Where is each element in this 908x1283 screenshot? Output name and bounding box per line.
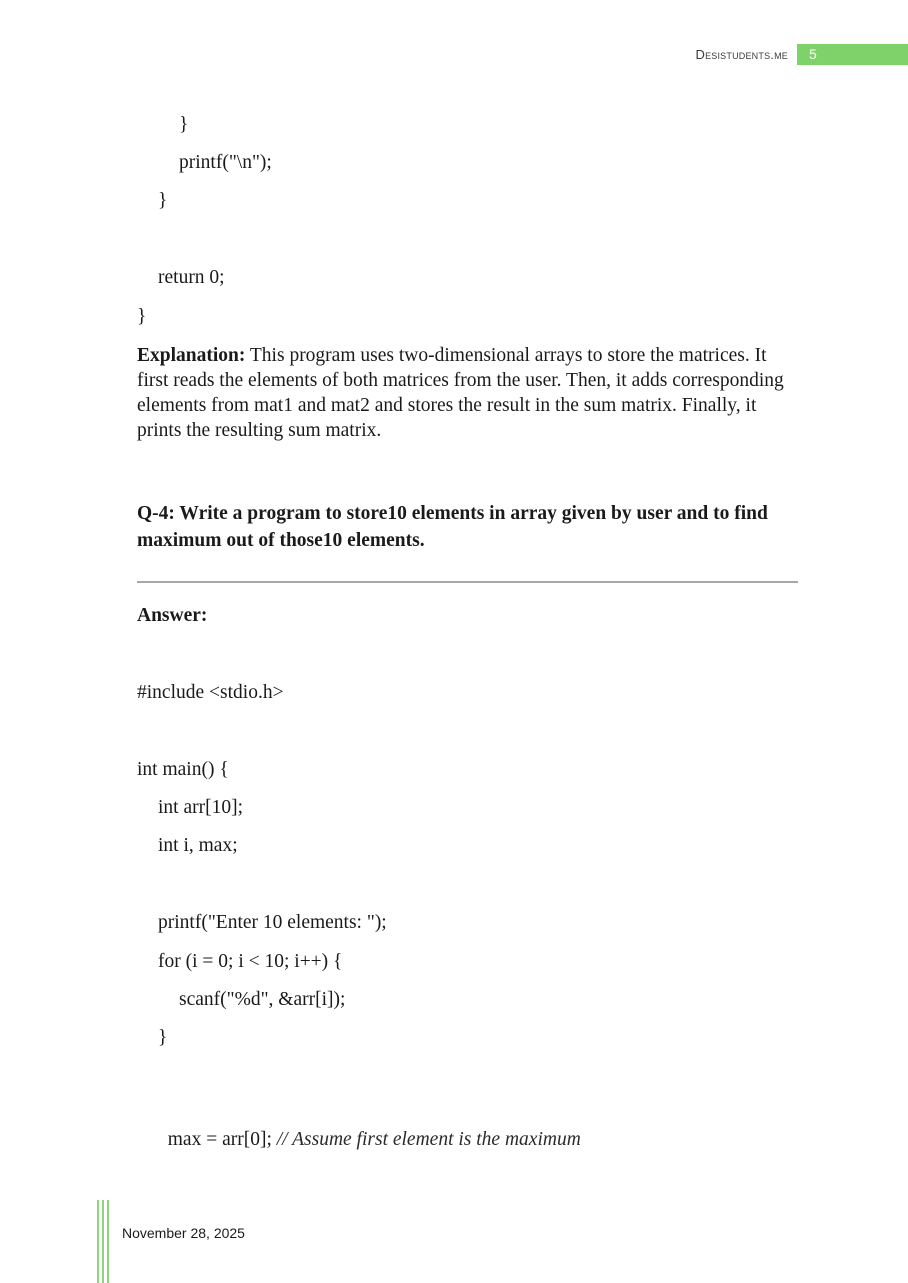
answer-label: Answer:: [137, 605, 208, 626]
code-line: }: [179, 114, 189, 135]
code-decl-vars: int i, max;: [158, 835, 238, 856]
question-heading: Q-4: Write a program to store10 elements in array given by user and to find maximum out of those10 elements.: [137, 503, 768, 551]
code-max-assign: max = arr[0];: [167, 1129, 277, 1150]
code-line: printf("\n");: [179, 152, 272, 173]
code-comment: // Assume first element is the maximum: [276, 1129, 581, 1150]
code-line: return 0;: [158, 267, 225, 288]
explanation-paragraph: [137, 343, 802, 443]
code-printf-prompt: printf("Enter 10 elements: ");: [158, 912, 387, 933]
footer-date: November 28, 2025: [122, 1225, 245, 1241]
horizontal-rule: [137, 581, 798, 583]
header-site-name: Desistudents.me: [695, 47, 788, 62]
code-for-loop: for (i = 0; i < 10; i++) {: [158, 951, 343, 972]
header-page-number: 5: [797, 44, 908, 65]
explanation-text: This program uses two-dimensional arrays to store the matrices. It first reads the elements of both matrices from the user. Then, it adds corresponding elements from mat1 and mat2 and stores the result in the sum matrix. Finally, it prints the resulting sum matrix.: [137, 345, 784, 441]
code-main-open: int main() {: [137, 759, 229, 780]
code-for-close: }: [158, 1027, 168, 1048]
code-scanf: scanf("%d", &arr[i]);: [179, 989, 346, 1010]
code-decl-arr: int arr[10];: [158, 797, 244, 818]
explanation-label: Explanation:: [137, 345, 246, 366]
footer-decoration-bars: [97, 1200, 109, 1283]
code-line: }: [137, 306, 147, 327]
code-line: }: [158, 190, 168, 211]
code-max-line: [158, 1104, 581, 1152]
code-include: #include <stdio.h>: [137, 682, 284, 703]
